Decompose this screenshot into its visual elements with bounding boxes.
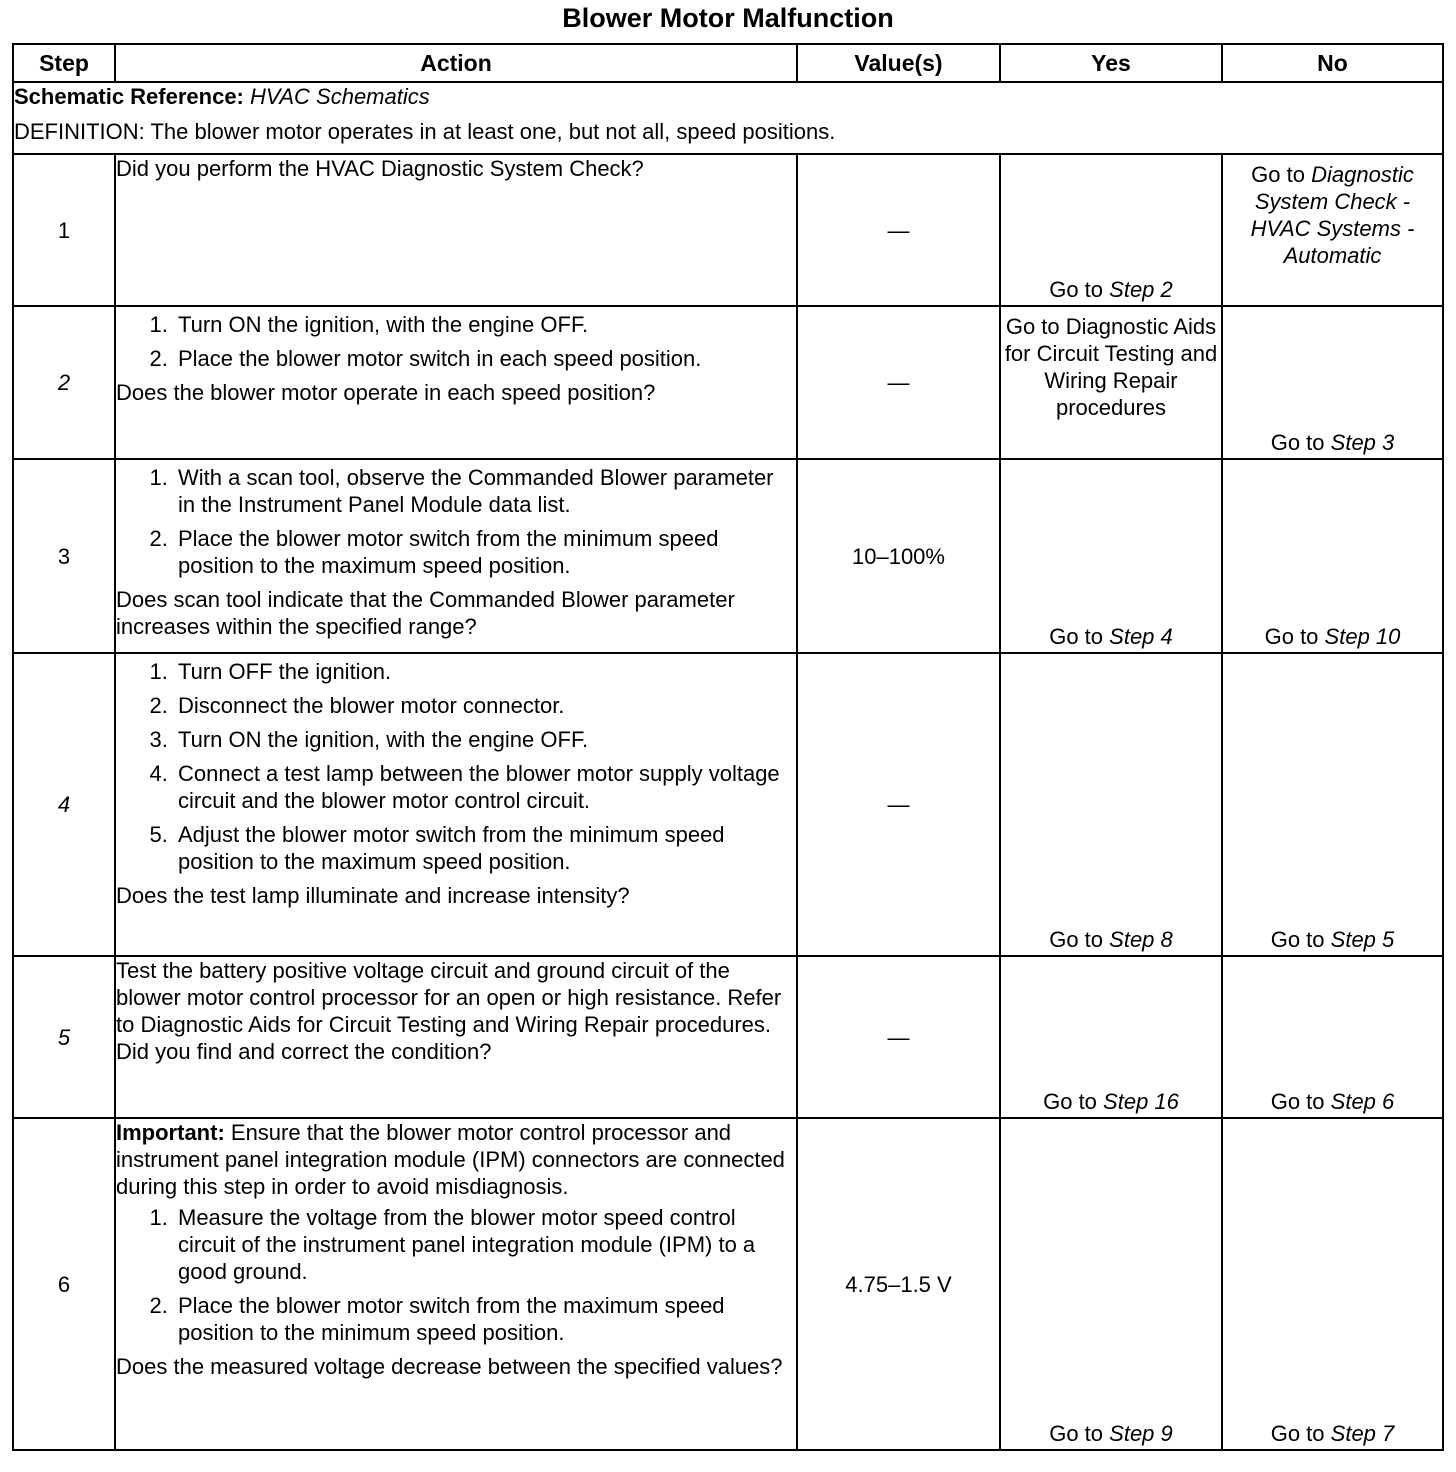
action-cell — [115, 154, 797, 306]
yes-cell — [1000, 306, 1222, 459]
action-steps-list — [116, 1204, 796, 1346]
no-cell — [1222, 956, 1443, 1118]
table-row — [13, 154, 1443, 306]
go-to-label: Go to — [1270, 430, 1325, 455]
header-no: No — [1222, 44, 1443, 82]
no-cell — [1222, 306, 1443, 459]
yes-cell — [1000, 1118, 1222, 1450]
important-text: Ensure that the blower motor control processor and instrument panel integration module (IPM) connectors are connected during this step in order to avoid misdiagnosis. — [116, 1120, 785, 1199]
list-item: 1. Turn ON the ignition, with the engine OFF. — [174, 311, 796, 338]
header-values: Value(s) — [797, 44, 1000, 82]
schematic-cell — [13, 82, 1443, 154]
definition-text: DEFINITION: The blower motor operates in at least one, but not all, speed positions. — [14, 119, 836, 144]
list-item: 2. Place the blower motor switch from the maximum speed position to the minimum speed position. — [174, 1292, 796, 1346]
question-text: Does the measured voltage decrease between the specified values? — [116, 1354, 783, 1379]
header-yes: Yes — [1000, 44, 1222, 82]
go-to-label: Go to — [1049, 277, 1104, 302]
list-item: 1. Turn OFF the ignition. — [174, 658, 796, 685]
go-to-step-link[interactable]: Step 9 — [1109, 1421, 1173, 1446]
no-cell — [1222, 1118, 1443, 1450]
go-to-step-link[interactable]: Step 4 — [1109, 624, 1173, 649]
go-to-step-link[interactable]: Step 8 — [1109, 927, 1173, 952]
go-to-label: Go to — [1049, 624, 1104, 649]
go-to-label: Go to — [1049, 1421, 1104, 1446]
question-text: Does scan tool indicate that the Commanded Blower parameter increases within the specified range? — [116, 587, 735, 639]
step-number: 1 — [13, 154, 115, 306]
header-step: Step — [13, 44, 115, 82]
yes-cell — [1000, 459, 1222, 653]
step-number: 5 — [13, 956, 115, 1118]
step-number: 4 — [13, 653, 115, 956]
go-to-label: Go to — [1264, 624, 1319, 649]
list-item: 2. Disconnect the blower motor connector. — [174, 692, 796, 719]
go-to-label: Go to — [1049, 927, 1104, 952]
action-cell — [115, 459, 797, 653]
list-item: 1. Measure the voltage from the blower motor speed control circuit of the instrument panel integration module (IPM) to a good ground. — [174, 1204, 796, 1285]
question-text: Does the blower motor operate in each speed position? — [116, 380, 656, 405]
go-to-step-link[interactable]: Step 16 — [1103, 1089, 1179, 1114]
list-item: 2. Place the blower motor switch in each speed position. — [174, 345, 796, 372]
schematic-reference-link[interactable]: HVAC Schematics — [250, 84, 430, 109]
diagnostic-system-check-link[interactable]: Diagnostic System Check - HVAC Systems - Automatic — [1250, 162, 1415, 268]
action-steps-list — [116, 658, 796, 875]
diagnostic-table — [12, 43, 1444, 1451]
list-item: 5. Adjust the blower motor switch from the minimum speed position to the maximum speed position. — [174, 821, 796, 875]
no-cell — [1222, 154, 1443, 306]
go-to-step-link[interactable]: Step 7 — [1330, 1421, 1395, 1446]
header-action: Action — [115, 44, 797, 82]
yes-cell — [1000, 154, 1222, 306]
list-item: 2. Place the blower motor switch from the minimum speed position to the maximum speed position. — [174, 525, 796, 579]
go-to-label: Go to — [1270, 1089, 1325, 1114]
go-to-label: Go to — [1251, 162, 1305, 187]
table-row — [13, 653, 1443, 956]
table-row — [13, 306, 1443, 459]
list-item: 3. Turn ON the ignition, with the engine OFF. — [174, 726, 796, 753]
no-cell — [1222, 459, 1443, 653]
go-to-step-link[interactable]: Step 10 — [1324, 624, 1401, 649]
yes-cell — [1000, 653, 1222, 956]
question-text: Does the test lamp illuminate and increase intensity? — [116, 883, 630, 908]
table-row — [13, 1118, 1443, 1450]
instruction-text: Test the battery positive voltage circuit and ground circuit of the blower motor control processor for an open or high resistance. Refer to Diagnostic Aids for Circuit Testing and Wiring Repair procedures. — [116, 958, 782, 1037]
question-text: Did you perform the HVAC Diagnostic System Check? — [116, 156, 644, 181]
value-cell: — — [797, 154, 1000, 306]
value-cell: 4.75–1.5 V — [797, 1118, 1000, 1450]
go-to-label: Go to — [1270, 1421, 1325, 1446]
no-cell — [1222, 653, 1443, 956]
value-cell: — — [797, 956, 1000, 1118]
header-row — [13, 44, 1443, 82]
question-text: Did you find and correct the condition? — [116, 1039, 492, 1064]
go-to-step-link[interactable]: Step 5 — [1330, 927, 1395, 952]
important-label: Important: — [116, 1120, 225, 1145]
table-row — [13, 459, 1443, 653]
go-to-step-link[interactable]: Step 6 — [1330, 1089, 1395, 1114]
step-number: 6 — [13, 1118, 115, 1450]
value-cell: 10–100% — [797, 459, 1000, 653]
go-to-step-link[interactable]: Step 2 — [1109, 277, 1173, 302]
diagnostic-aids-link[interactable]: Go to Diagnostic Aids for Circuit Testing and Wiring Repair procedures — [1004, 314, 1218, 420]
list-item: 1. With a scan tool, observe the Commanded Blower parameter in the Instrument Panel Module data list. — [174, 464, 796, 518]
list-item: 4. Connect a test lamp between the blower motor supply voltage circuit and the blower motor control circuit. — [174, 760, 796, 814]
step-number: 3 — [13, 459, 115, 653]
schematic-row — [13, 82, 1443, 154]
action-steps-list — [116, 464, 796, 579]
step-number: 2 — [13, 306, 115, 459]
go-to-label: Go to — [1043, 1089, 1097, 1114]
action-cell — [115, 1118, 797, 1450]
go-to-step-link[interactable]: Step 3 — [1330, 430, 1395, 455]
yes-cell — [1000, 956, 1222, 1118]
value-cell: — — [797, 653, 1000, 956]
table-row — [13, 956, 1443, 1118]
action-cell — [115, 653, 797, 956]
page-title: Blower Motor Malfunction — [562, 3, 894, 33]
go-to-label: Go to — [1270, 927, 1325, 952]
value-cell: — — [797, 306, 1000, 459]
action-cell — [115, 306, 797, 459]
action-cell — [115, 956, 797, 1118]
schematic-label: Schematic Reference: — [14, 84, 244, 109]
action-steps-list — [116, 311, 796, 372]
